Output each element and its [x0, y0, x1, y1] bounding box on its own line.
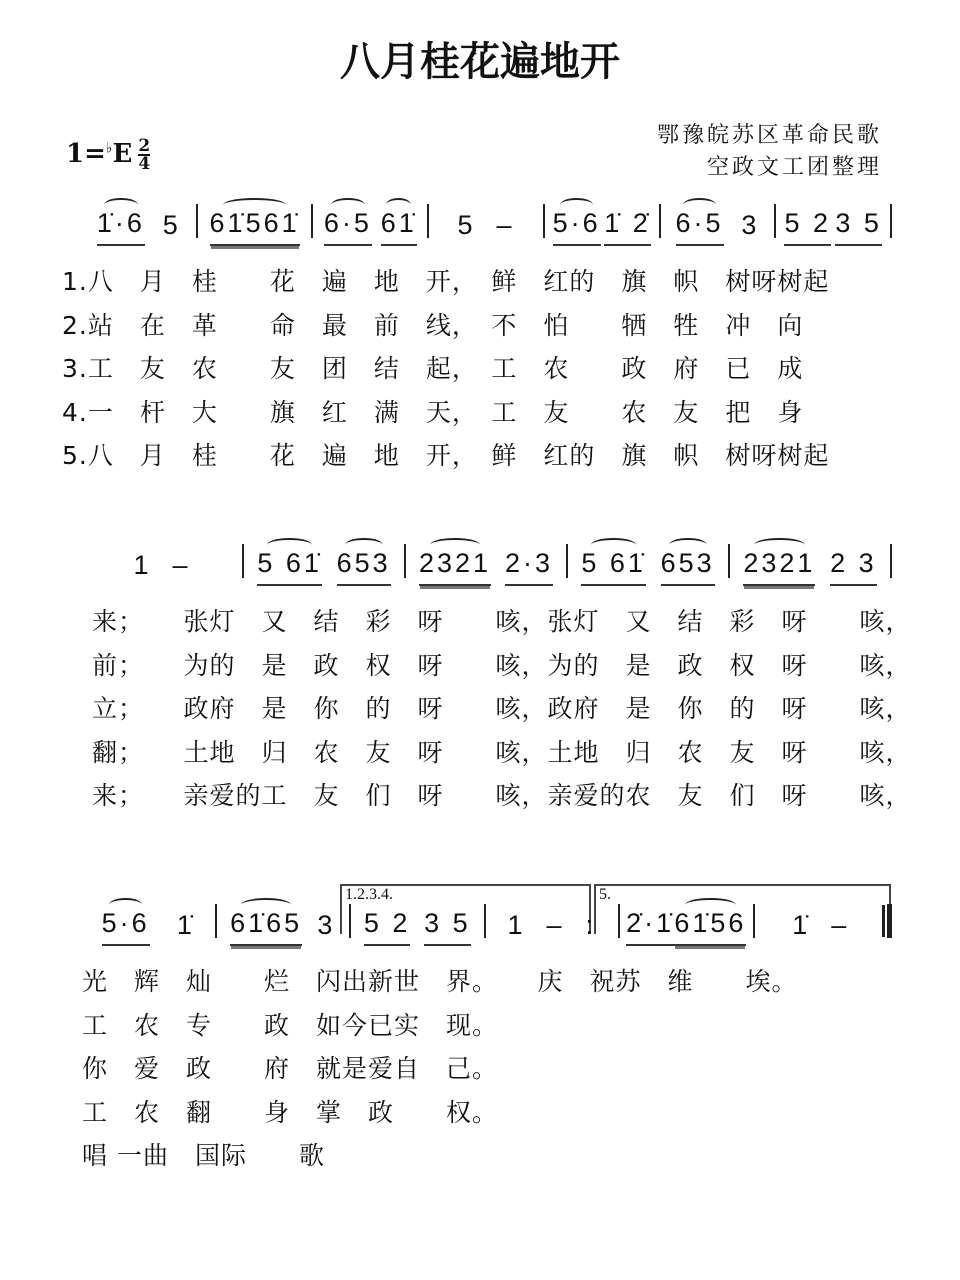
staff-system — [82, 896, 892, 946]
measure — [406, 546, 566, 586]
origin-credit: 鄂豫皖苏区革命民歌 — [656, 123, 882, 148]
lyric-line: 3.工 友 农 友 团 结 起， 工 农 政 府 已 成 — [62, 354, 804, 383]
note-group: 1̇ — [176, 910, 195, 940]
final-bar-line — [887, 904, 892, 938]
measure — [568, 546, 728, 586]
note-group: 1 – — [133, 550, 191, 580]
note-group: 653 — [337, 548, 391, 586]
note-group: 5 2 — [364, 908, 411, 946]
measure — [244, 546, 404, 586]
note-group: 5 2 — [784, 208, 831, 246]
measure — [429, 206, 543, 246]
key-signature — [66, 138, 150, 172]
measure — [82, 906, 215, 946]
lyric-line: 立； 政府 是 你 的 呀 咳，政府 是 你 的 呀 咳， — [92, 694, 912, 723]
note-group: 5·6 — [553, 208, 601, 246]
measure — [351, 906, 484, 946]
lyric-line: 5.八 月 桂 花 遍 地 开， 鲜 红的 旗 帜 树呀树起 — [62, 441, 830, 470]
note-group: 2·3 — [505, 548, 553, 586]
measure — [545, 206, 659, 246]
note-group: 3 — [317, 910, 336, 940]
note-group: 2321 — [419, 548, 491, 586]
note-group: 5 — [162, 210, 181, 240]
lyric-line: 1.八 月 桂 花 遍 地 开， 鲜 红的 旗 帜 树呀树起 — [62, 267, 830, 296]
lyric-line: 光 辉 灿 烂 闪出新世 界。 庆 祝苏 维 埃。 — [82, 967, 798, 996]
measure — [486, 906, 619, 946]
note-group: 2 3 — [830, 548, 877, 586]
note-group: 1̇ 2̇ — [604, 208, 651, 246]
lyric-line: 你 爱 政 府 就是爱自 己。 — [82, 1054, 499, 1083]
measure — [730, 546, 890, 586]
measure — [776, 206, 890, 246]
time-numerator: 2 — [138, 136, 151, 156]
note-group: 61̇56 — [674, 908, 746, 946]
measure — [217, 906, 350, 946]
lyric-line: 工 农 专 政 如今已实 现。 — [82, 1010, 499, 1040]
measure — [661, 206, 775, 246]
note-group: 2̇·1̇ — [626, 908, 674, 946]
lyric-line: 来； 张灯 又 结 彩 呀 咳，张灯 又 结 彩 呀 咳， — [92, 607, 912, 636]
note-group: 3 5 — [835, 208, 882, 246]
note-group: 6·5 — [324, 208, 372, 246]
note-group: 653 — [661, 548, 715, 586]
lyric-line: 工 农 翻 身 掌 政 权。 — [82, 1097, 499, 1127]
measure — [313, 206, 427, 246]
note-group: 5 61̇ — [581, 548, 646, 586]
note-group: 61̇561̇ — [210, 208, 300, 246]
key-prefix: 1= — [66, 139, 106, 169]
lyric-line: 翻； 土地 归 农 友 呀 咳，土地 归 农 友 呀 咳， — [92, 737, 912, 767]
flat-sign: ♭ — [105, 140, 113, 157]
time-signature — [138, 138, 150, 172]
note-group: 1̇ – — [792, 910, 850, 940]
note-group: 1̇·6 — [97, 208, 145, 246]
measure — [82, 206, 196, 246]
note-group: 5 – — [457, 210, 515, 240]
volta-first-ending: 1.2.3.4. — [340, 884, 591, 934]
lyric-line: 来； 亲爱的工 友 们 呀 咳，亲爱的农 友 们 呀 咳， — [92, 781, 912, 810]
time-denominator: 4 — [138, 154, 151, 174]
note-group: 3 5 — [424, 908, 471, 946]
lyric-line: 前； 为的 是 政 权 呀 咳，为的 是 政 权 呀 咳， — [92, 650, 912, 680]
note-group: 3 — [741, 210, 760, 240]
measure — [755, 906, 888, 946]
lyric-line: 4.一 杆 大 旗 红 满 天， 工 友 农 友 把 身 — [62, 397, 804, 427]
bar-line — [890, 204, 892, 238]
staff-system — [82, 196, 892, 246]
key-note: E — [112, 139, 133, 169]
note-group: 6·5 — [676, 208, 724, 246]
note-group: 61̇65 — [230, 908, 302, 946]
measure — [198, 206, 312, 246]
measure — [620, 906, 753, 946]
lyric-line: 唱 一曲 国际 歌 — [82, 1141, 325, 1170]
arranger-credit: 空政文工团整理 — [706, 155, 882, 180]
note-group: 5·6 — [102, 908, 150, 946]
bar-line — [890, 544, 892, 578]
note-group: 2321 — [743, 548, 815, 586]
note-group: 61̇ — [381, 208, 417, 246]
volta-second-ending: 5. — [594, 884, 891, 934]
song-title: 八月桂花遍地开 — [340, 38, 620, 85]
lyric-line: 2.站 在 革 命 最 前 线， 不 怕 牺 牲 冲 向 — [62, 310, 804, 340]
staff-system — [82, 536, 892, 586]
note-group: 5 61̇ — [257, 548, 322, 586]
note-group: 1 – : — [507, 910, 597, 940]
measure — [82, 546, 242, 586]
